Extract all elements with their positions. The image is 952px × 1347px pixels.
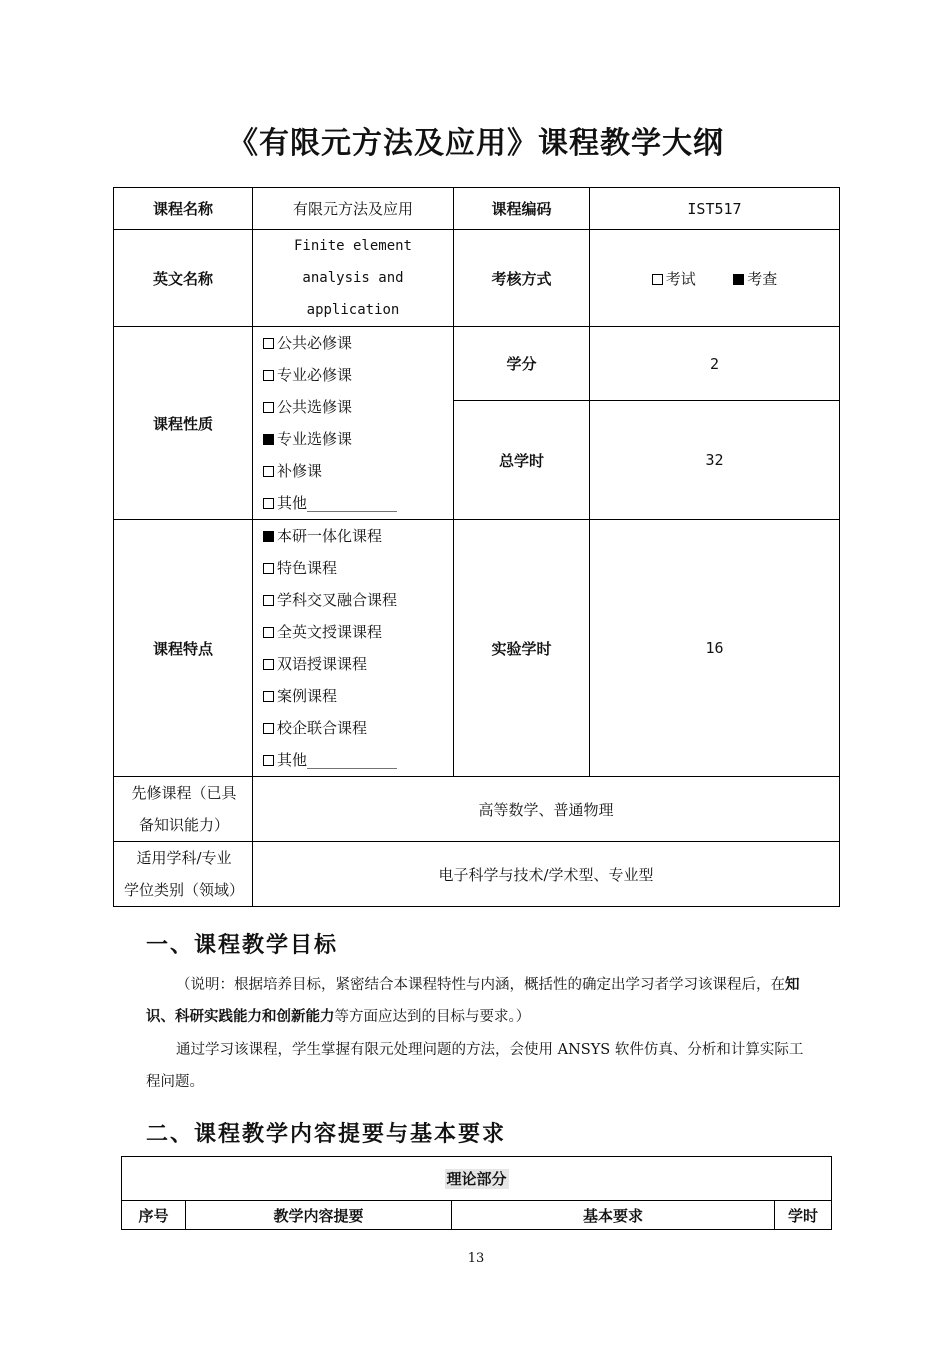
feature-option[interactable]: 特色课程 [263,552,447,584]
checkbox-icon[interactable] [263,370,274,381]
english-name-value [253,230,454,327]
checkbox-icon[interactable] [263,563,274,574]
feature-option[interactable]: 双语授课课程 [263,648,447,680]
assessment-option-review[interactable]: 考查 [733,270,777,288]
assessment-option-exam[interactable]: 考试 [652,270,696,288]
checkbox-icon[interactable] [263,691,274,702]
total-hours-value: 32 [590,401,840,520]
checkbox-icon[interactable] [263,627,274,638]
feature-option[interactable]: 本研一体化课程 [263,520,447,552]
discipline-value: 电子科学与技术/学术型、专业型 [253,842,840,907]
feature-option[interactable]: 案例课程 [263,680,447,712]
prerequisite-label: 先修课程（已具 备知识能力） [114,777,253,842]
nature-option[interactable]: 补修课 [263,455,447,487]
feature-option[interactable]: 学科交叉融合课程 [263,584,447,616]
nature-option[interactable]: 专业选修课 [263,423,447,455]
checkbox-checked-icon[interactable] [263,531,274,542]
lab-hours-label: 实验学时 [454,520,590,777]
checkbox-icon[interactable] [263,402,274,413]
checkbox-checked-icon[interactable] [263,434,274,445]
course-name-label: 课程名称 [114,188,253,230]
checkbox-icon[interactable] [263,466,274,477]
checkbox-checked-icon[interactable] [733,274,744,285]
objectives-body: 通过学习该课程，学生掌握有限元处理问题的方法，会使用 ANSYS 软件仿真、分析和计算实际工程问题。 [146,1042,804,1090]
course-code-label: 课程编码 [454,188,590,230]
course-info-table [113,187,840,907]
discipline-label: 适用学科/专业 学位类别（领域） [114,842,253,907]
english-name-line: Finite element [293,238,412,254]
english-name-line: application [306,302,400,318]
content-table [121,1156,832,1230]
page-number: 13 [467,1251,485,1266]
table-title: 理论部分 [446,1170,507,1188]
prerequisite-value: 高等数学、普通物理 [253,777,840,842]
checkbox-icon[interactable] [263,659,274,670]
course-code-value: IST517 [590,188,840,230]
checkbox-icon[interactable] [263,755,274,766]
nature-option[interactable]: 专业必修课 [263,359,447,391]
nature-option[interactable]: 其他____________ [263,487,447,519]
objectives-note: （说明：根据培养目标，紧密结合本课程特性与内涵，概括性的确定出学习者学习该课程后，在知识、科研实践能力和创新能力等方面应达到的目标与要求。） [146,977,800,1025]
english-name-label: 英文名称 [114,230,253,327]
total-hours-label: 总学时 [454,401,590,520]
blank-line: ____________ [307,494,398,512]
section-heading-content: 二、课程教学内容提要与基本要求 [146,1122,507,1147]
nature-option[interactable]: 公共选修课 [263,391,447,423]
assessment-label: 考核方式 [454,230,590,327]
blank-line: ____________ [307,751,398,769]
lab-hours-value: 16 [590,520,840,777]
column-header-content: 教学内容提要 [186,1201,452,1230]
nature-option[interactable]: 公共必修课 [263,327,447,359]
course-nature-options [253,327,454,520]
checkbox-icon[interactable] [263,498,274,509]
checkbox-icon[interactable] [263,595,274,606]
course-features-options [253,520,454,777]
column-header-hours: 学时 [775,1201,832,1230]
credit-label: 学分 [454,327,590,401]
column-header-requirements: 基本要求 [452,1201,775,1230]
emphasis-text: 知识、科研实践能力和创新能力 [146,977,800,1025]
assessment-options [590,230,840,327]
section-heading-objectives: 一、课程教学目标 [146,933,339,958]
checkbox-icon[interactable] [263,338,274,349]
credit-value: 2 [590,327,840,401]
feature-option[interactable]: 校企联合课程 [263,712,447,744]
checkbox-icon[interactable] [652,274,663,285]
course-nature-label: 课程性质 [114,327,253,520]
course-name-value: 有限元方法及应用 [253,188,454,230]
feature-option[interactable]: 全英文授课课程 [263,616,447,648]
course-features-label: 课程特点 [114,520,253,777]
english-name-line: analysis and [302,270,404,286]
table-title-cell [122,1157,832,1201]
column-header-index: 序号 [122,1201,186,1230]
feature-option[interactable]: 其他____________ [263,744,447,776]
checkbox-icon[interactable] [263,723,274,734]
document-title: 《有限元方法及应用》课程教学大纲 [228,126,724,161]
